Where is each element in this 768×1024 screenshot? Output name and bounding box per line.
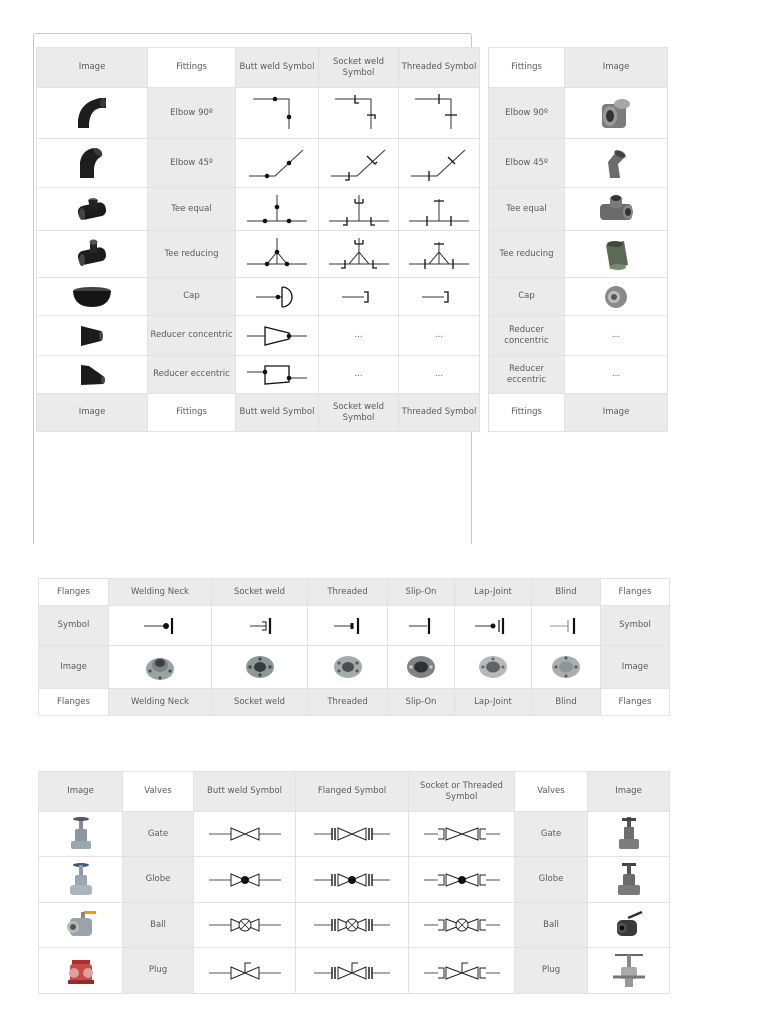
redcon-socket-symbol: ... bbox=[319, 316, 399, 356]
valves-table bbox=[38, 771, 670, 994]
fittings-footer-row bbox=[37, 394, 668, 432]
flanges-label: Flanges bbox=[39, 579, 109, 606]
footer-socket-weld: Socket weld Symbol bbox=[319, 394, 399, 432]
header-butt-weld: Butt weld Symbol bbox=[236, 48, 319, 88]
header-blind: Blind bbox=[532, 579, 601, 606]
ball-valve-image bbox=[39, 903, 123, 948]
fitting-name-right: Tee equal bbox=[489, 188, 565, 231]
threaded-image bbox=[308, 646, 388, 689]
elbow90-socket-symbol bbox=[319, 88, 399, 139]
gate-valve-image bbox=[39, 812, 123, 857]
valve-name: Ball bbox=[123, 903, 194, 948]
tee-equal-buttweld-image bbox=[37, 188, 148, 231]
footer-welding-neck: Welding Neck bbox=[109, 689, 212, 716]
plug-valve-image bbox=[39, 948, 123, 994]
footer-threaded: Threaded Symbol bbox=[399, 394, 480, 432]
tee-equal-forged-image bbox=[565, 188, 668, 231]
welding-neck-image bbox=[109, 646, 212, 689]
flanges-image-row bbox=[39, 646, 670, 689]
flanges-label: Flanges bbox=[39, 689, 109, 716]
fitting-name-right: Reducer eccentric bbox=[489, 356, 565, 394]
valve-name-right: Plug bbox=[515, 948, 588, 994]
globe-flanged-symbol bbox=[296, 857, 409, 903]
footer-butt-weld: Butt weld Symbol bbox=[236, 394, 319, 432]
gate-socket-symbol bbox=[409, 812, 515, 857]
table-row bbox=[37, 139, 668, 188]
table-row bbox=[37, 278, 668, 316]
elbow-90-buttweld-image bbox=[37, 88, 148, 139]
lap-joint-image bbox=[455, 646, 532, 689]
elbow90-threaded-symbol bbox=[399, 88, 480, 139]
header-socket-weld: Socket weld bbox=[212, 579, 308, 606]
reducer-concentric-image bbox=[37, 316, 148, 356]
fittings-header-row bbox=[37, 48, 668, 88]
elbow45-butt-symbol bbox=[236, 139, 319, 188]
fitting-name: Reducer concentric bbox=[148, 316, 236, 356]
fitting-name: Elbow 45º bbox=[148, 139, 236, 188]
flanges-footer-row bbox=[39, 689, 670, 716]
slip-on-image bbox=[388, 646, 455, 689]
slip-on-symbol bbox=[388, 606, 455, 646]
valve-name-right: Gate bbox=[515, 812, 588, 857]
cap-forged-image bbox=[565, 278, 668, 316]
image-label-right: Image bbox=[601, 646, 670, 689]
globe-butt-symbol bbox=[194, 857, 296, 903]
fitting-name-right: Reducer concentric bbox=[489, 316, 565, 356]
fitting-name: Cap bbox=[148, 278, 236, 316]
header-threaded: Threaded bbox=[308, 579, 388, 606]
reducer-concentric-right-image: ... bbox=[565, 316, 668, 356]
flanges-symbol-row bbox=[39, 606, 670, 646]
elbow45-threaded-symbol bbox=[399, 139, 480, 188]
header-lap-joint: Lap-Joint bbox=[455, 579, 532, 606]
header-fittings: Fittings bbox=[148, 48, 236, 88]
header-image: Image bbox=[39, 772, 123, 812]
teered-threaded-symbol bbox=[399, 231, 480, 278]
fitting-name-right: Elbow 90º bbox=[489, 88, 565, 139]
fitting-name-right: Tee reducing bbox=[489, 231, 565, 278]
plug-socket-symbol bbox=[409, 948, 515, 994]
footer-image-right: Image bbox=[565, 394, 668, 432]
header-welding-neck: Welding Neck bbox=[109, 579, 212, 606]
valve-name: Globe bbox=[123, 857, 194, 903]
tee-butt-symbol bbox=[236, 188, 319, 231]
cap-butt-symbol bbox=[236, 278, 319, 316]
gate-butt-symbol bbox=[194, 812, 296, 857]
redecc-socket-symbol: ... bbox=[319, 356, 399, 394]
elbow45-socket-symbol bbox=[319, 139, 399, 188]
header-fittings-right: Fittings bbox=[489, 48, 565, 88]
fittings-table bbox=[36, 47, 668, 432]
elbow-45-buttweld-image bbox=[37, 139, 148, 188]
table-row bbox=[39, 812, 670, 857]
tee-reducing-buttweld-image bbox=[37, 231, 148, 278]
plug-valve-image-right bbox=[588, 948, 670, 994]
footer-lap-joint: Lap-Joint bbox=[455, 689, 532, 716]
ball-valve-image-right bbox=[588, 903, 670, 948]
socket-weld-symbol bbox=[212, 606, 308, 646]
flanges-label-right: Flanges bbox=[601, 689, 670, 716]
blind-symbol bbox=[532, 606, 601, 646]
plug-butt-symbol bbox=[194, 948, 296, 994]
globe-valve-image bbox=[39, 857, 123, 903]
socket-weld-image bbox=[212, 646, 308, 689]
symbol-label-right: Symbol bbox=[601, 606, 670, 646]
table-row bbox=[37, 88, 668, 139]
ball-socket-symbol bbox=[409, 903, 515, 948]
ball-flanged-symbol bbox=[296, 903, 409, 948]
plug-flanged-symbol bbox=[296, 948, 409, 994]
footer-slip-on: Slip-On bbox=[388, 689, 455, 716]
header-image-right: Image bbox=[588, 772, 670, 812]
lap-joint-symbol bbox=[455, 606, 532, 646]
table-row bbox=[37, 356, 668, 394]
flanges-header-row bbox=[39, 579, 670, 606]
redecc-butt-symbol bbox=[236, 356, 319, 394]
table-row bbox=[37, 231, 668, 278]
fitting-name: Elbow 90º bbox=[148, 88, 236, 139]
blind-image bbox=[532, 646, 601, 689]
fitting-name-right: Cap bbox=[489, 278, 565, 316]
tee-threaded-symbol bbox=[399, 188, 480, 231]
header-flanged: Flanged Symbol bbox=[296, 772, 409, 812]
threaded-symbol bbox=[308, 606, 388, 646]
gate-valve-image-right bbox=[588, 812, 670, 857]
fitting-name: Tee reducing bbox=[148, 231, 236, 278]
redcon-butt-symbol bbox=[236, 316, 319, 356]
tee-reducing-forged-image bbox=[565, 231, 668, 278]
table-row bbox=[37, 316, 668, 356]
symbol-label: Symbol bbox=[39, 606, 109, 646]
flanges-label-right: Flanges bbox=[601, 579, 670, 606]
header-image: Image bbox=[37, 48, 148, 88]
ball-butt-symbol bbox=[194, 903, 296, 948]
footer-fittings: Fittings bbox=[148, 394, 236, 432]
header-socket-threaded: Socket or Threaded Symbol bbox=[409, 772, 515, 812]
header-slip-on: Slip-On bbox=[388, 579, 455, 606]
teered-socket-symbol bbox=[319, 231, 399, 278]
valve-name: Gate bbox=[123, 812, 194, 857]
globe-valve-image-right bbox=[588, 857, 670, 903]
globe-socket-symbol bbox=[409, 857, 515, 903]
cap-socket-symbol bbox=[319, 278, 399, 316]
header-image-right: Image bbox=[565, 48, 668, 88]
valves-header-row bbox=[39, 772, 670, 812]
cap-buttweld-image bbox=[37, 278, 148, 316]
elbow90-butt-symbol bbox=[236, 88, 319, 139]
table-row bbox=[39, 948, 670, 994]
fitting-name: Tee equal bbox=[148, 188, 236, 231]
footer-image: Image bbox=[37, 394, 148, 432]
tee-socket-symbol bbox=[319, 188, 399, 231]
redcon-threaded-symbol: ... bbox=[399, 316, 480, 356]
table-row bbox=[39, 903, 670, 948]
header-socket-weld: Socket weld Symbol bbox=[319, 48, 399, 88]
reducer-eccentric-image bbox=[37, 356, 148, 394]
image-label: Image bbox=[39, 646, 109, 689]
header-valves-right: Valves bbox=[515, 772, 588, 812]
table-row bbox=[39, 857, 670, 903]
footer-threaded: Threaded bbox=[308, 689, 388, 716]
reducer-eccentric-right-image: ... bbox=[565, 356, 668, 394]
redecc-threaded-symbol: ... bbox=[399, 356, 480, 394]
valve-name-right: Ball bbox=[515, 903, 588, 948]
header-valves: Valves bbox=[123, 772, 194, 812]
elbow-45-forged-image bbox=[565, 139, 668, 188]
table-row bbox=[37, 188, 668, 231]
footer-socket-weld: Socket weld bbox=[212, 689, 308, 716]
valve-name: Plug bbox=[123, 948, 194, 994]
gate-flanged-symbol bbox=[296, 812, 409, 857]
flanges-table bbox=[38, 578, 670, 716]
footer-fittings-right: Fittings bbox=[489, 394, 565, 432]
welding-neck-symbol bbox=[109, 606, 212, 646]
fitting-name-right: Elbow 45º bbox=[489, 139, 565, 188]
cap-threaded-symbol bbox=[399, 278, 480, 316]
fitting-name: Reducer eccentric bbox=[148, 356, 236, 394]
teered-butt-symbol bbox=[236, 231, 319, 278]
header-threaded: Threaded Symbol bbox=[399, 48, 480, 88]
footer-blind: Blind bbox=[532, 689, 601, 716]
elbow-90-forged-image bbox=[565, 88, 668, 139]
header-butt-weld: Butt weld Symbol bbox=[194, 772, 296, 812]
valve-name-right: Globe bbox=[515, 857, 588, 903]
